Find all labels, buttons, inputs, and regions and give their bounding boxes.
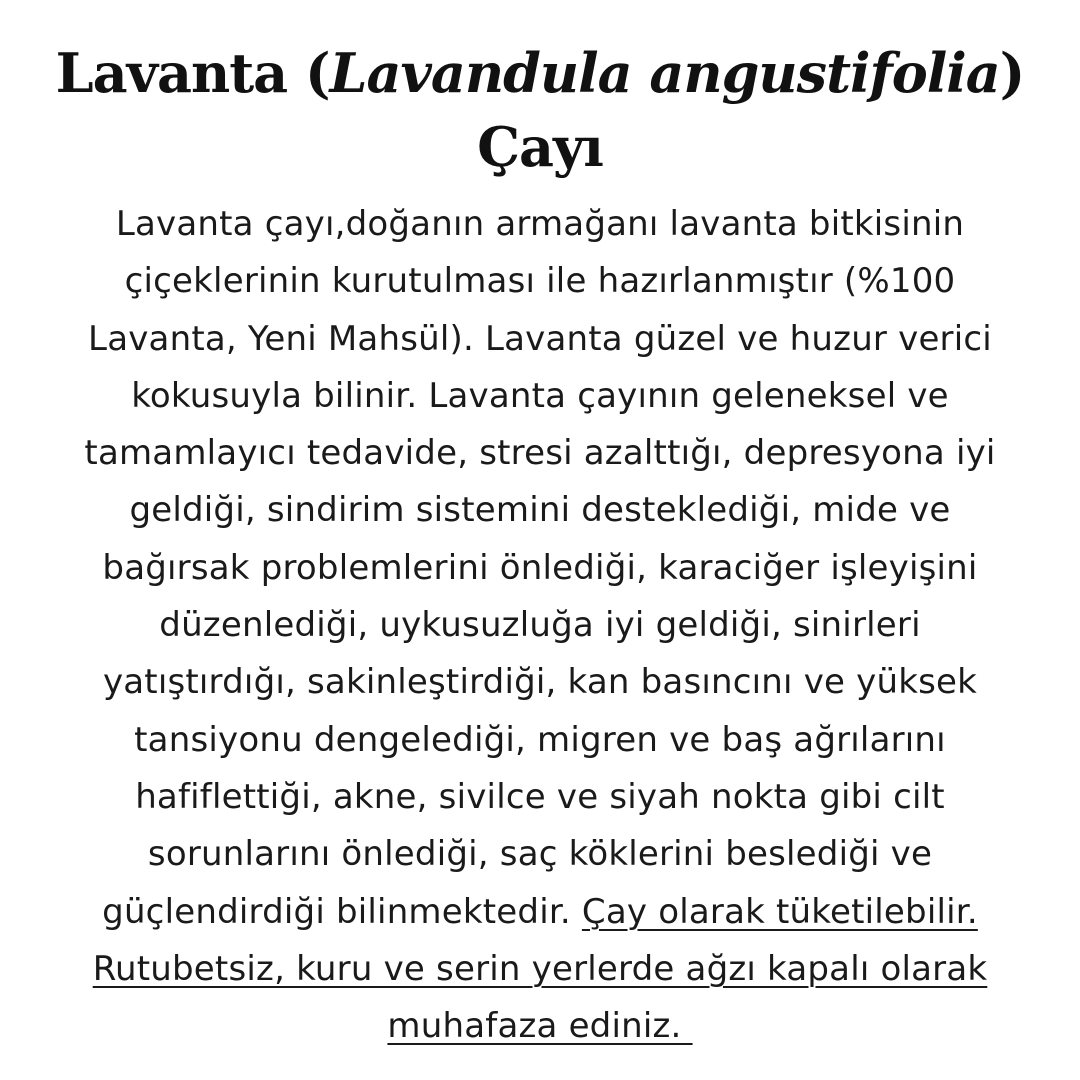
description-line-end: güçlendirdiği bilinmektedir. bbox=[102, 891, 582, 932]
title-prefix: Lavanta ( bbox=[55, 41, 330, 105]
storage-note-line bbox=[55, 941, 1025, 998]
description-line: kokusuyla bilinir. Lavanta çayının geleneksel ve bbox=[131, 375, 949, 416]
description-line: sorunlarını önlediği, saç köklerini beslediği ve bbox=[147, 834, 933, 875]
description-line: hafiflettiği, akne, sivilce ve siyah nokta gibi cilt bbox=[135, 776, 945, 817]
title-suffix: ) bbox=[999, 41, 1025, 105]
storage-note-line-2 bbox=[55, 998, 1025, 1055]
title-latin-name: Lavandula angustifolia bbox=[329, 41, 1000, 105]
description-line: düzenlediği, uykusuzluğa iyi geldiği, sinirleri bbox=[159, 605, 921, 646]
description-line: Lavanta çayı,doğanın armağanı lavanta bitkisinin bbox=[115, 204, 965, 244]
description-line: tansiyonu dengelediği, migren ve baş ağrılarını bbox=[134, 719, 946, 760]
title-line-2: Çayı bbox=[477, 115, 603, 179]
usage-note: Çay olarak tüketilebilir. bbox=[581, 891, 978, 932]
description-last-line bbox=[55, 884, 1025, 941]
storage-note: Rutubetsiz, kuru ve serin yerlerde ağzı kapalı olarak bbox=[92, 948, 988, 989]
description-line: bağırsak problemlerini önlediği, karaciğer işleyişini bbox=[102, 547, 978, 588]
description-line: geldiği, sindirim sistemini desteklediği, mide ve bbox=[129, 490, 951, 531]
storage-note-end: muhafaza ediniz. bbox=[387, 1006, 693, 1047]
description-line: tamamlayıcı tedavide, stresi azalttığı, depresyona iyi bbox=[84, 433, 996, 474]
description-line: Lavanta, Yeni Mahsül). Lavanta güzel ve huzur verici bbox=[88, 318, 992, 359]
description-line: yatıştırdığı, sakinleştirdiği, kan basıncını ve yüksek bbox=[102, 662, 978, 703]
product-description bbox=[55, 196, 1025, 1055]
page-title bbox=[30, 36, 1050, 184]
description-line: çiçeklerinin kurutulması ile hazırlanmıştır (%100 bbox=[124, 261, 956, 302]
title-line-1 bbox=[30, 36, 1050, 110]
